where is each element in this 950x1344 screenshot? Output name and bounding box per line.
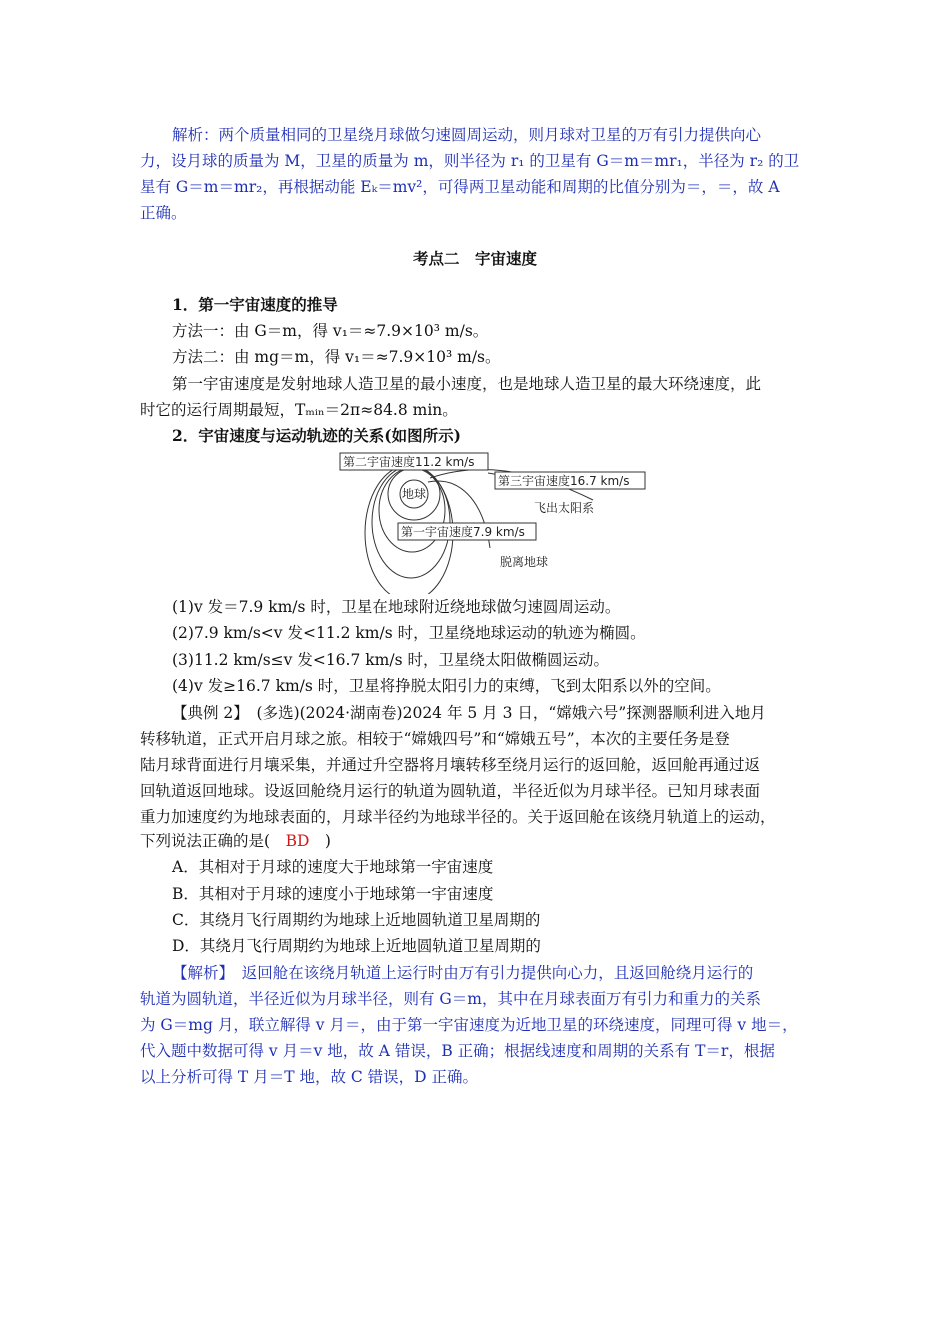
point1-method2: 方法二：由 mg＝m，得 v₁＝≈7.9×10³ m/s。	[172, 348, 501, 366]
question-stem-end: 下列说法正确的是(	[140, 832, 286, 850]
point2-title: 2．宇宙速度与运动轨迹的关系(如图所示)	[172, 426, 461, 445]
example2-line2: 转移轨道，正式开启月球之旅。相较于“嫦娥四号”和“嫦娥五号”，本次的主要任务是登	[140, 730, 730, 748]
case-4: (4)v 发≥16.7 km/s 时，卫星将挣脱太阳引力的束缚，飞到太阳系以外的空间。	[172, 677, 721, 695]
question-paren-close: )	[309, 832, 331, 850]
cosmic-velocity-diagram	[338, 448, 648, 594]
analysis1-line1: 解析：两个质量相同的卫星绕月球做匀速圆周运动，则月球对卫星的万有引力提供向心	[172, 126, 762, 144]
label-third-velocity: 第三宇宙速度16.7 km/s	[498, 474, 630, 488]
option-d: D．其绕月飞行周期约为地球上近地圆轨道卫星周期的	[172, 937, 541, 955]
example2-line6	[140, 831, 331, 851]
label-escape-sun: 飞出太阳系	[534, 501, 595, 515]
label-escape-earth: 脱离地球	[500, 555, 549, 569]
point1-para-line1: 第一宇宙速度是发射地球人造卫星的最小速度，也是地球人造卫星的最大环绕速度，此	[172, 375, 762, 393]
analysis2-line3: 为 G＝mg 月，联立解得 v 月＝，由于第一宇宙速度为近地卫星的环绕速度，同理可得 v 地＝，	[140, 1016, 798, 1034]
example2-line3: 陆月球背面进行月壤采集，并通过升空器将月壤转移至绕月运行的返回舱，返回舱再通过返	[140, 756, 761, 774]
analysis2-line1: 【解析】 返回舱在该绕月轨道上运行时由万有引力提供向心力，且返回舱绕月运行的	[172, 964, 754, 982]
case-1: (1)v 发＝7.9 km/s 时，卫星在地球附近绕地球做匀速圆周运动。	[172, 598, 621, 616]
analysis1-line2: 力，设月球的质量为 M，卫星的质量为 m，则半径为 r₁ 的卫星有 G＝m＝mr₁，半径为 r₂ 的卫	[140, 152, 800, 170]
option-b: B．其相对于月球的速度小于地球第一宇宙速度	[172, 885, 494, 903]
label-first-velocity: 第一宇宙速度7.9 km/s	[401, 525, 525, 539]
analysis1-line4: 正确。	[140, 204, 187, 222]
analysis2-line4: 代入题中数据可得 v 月＝v 地，故 A 错误，B 正确；根据线速度和周期的关系有 T＝r，根据	[140, 1042, 775, 1060]
analysis2-line5: 以上分析可得 T 月＝T 地，故 C 错误，D 正确。	[140, 1068, 479, 1086]
label-earth: 地球	[402, 487, 427, 501]
point1-para-line2: 时它的运行周期最短，Tₘᵢₙ＝2π≈84.8 min。	[140, 401, 458, 419]
point1-method1: 方法一：由 G＝m，得 v₁＝≈7.9×10³ m/s。	[172, 322, 489, 340]
section-title: 考点二 宇宙速度	[412, 249, 537, 268]
case-3: (3)11.2 km/s≤v 发<16.7 km/s 时，卫星绕太阳做椭圆运动。	[172, 651, 609, 669]
label-second-velocity: 第二宇宙速度11.2 km/s	[343, 455, 475, 469]
analysis1-line3: 星有 G＝m＝mr₂，再根据动能 Eₖ＝mv²，可得两卫星动能和周期的比值分别为＝，＝，故 A	[140, 178, 780, 196]
analysis2-line2: 轨道为圆轨道，半径近似为月球半径，则有 G＝m，其中在月球表面万有引力和重力的关系	[140, 990, 762, 1008]
option-a: A．其相对于月球的速度大于地球第一宇宙速度	[172, 858, 494, 876]
point1-title: 1．第一宇宙速度的推导	[172, 295, 338, 314]
case-2: (2)7.9 km/s<v 发<11.2 km/s 时，卫星绕地球运动的轨迹为椭圆。	[172, 624, 646, 642]
example2-line1: 【典例 2】 (多选)(2024·湖南卷)2024 年 5 月 3 日，“嫦娥六号”探测器顺利进入地月	[172, 704, 766, 722]
option-c: C．其绕月飞行周期约为地球上近地圆轨道卫星周期的	[172, 911, 541, 929]
example2-line4: 回轨道返回地球。设返回舱绕月运行的轨道为圆轨道，半径近似为月球半径。已知月球表面	[140, 782, 761, 800]
answer-mark: BD	[285, 832, 310, 850]
example2-line5: 重力加速度约为地球表面的，月球半径约为地球半径的。关于返回舱在该绕月轨道上的运动，	[140, 808, 776, 826]
